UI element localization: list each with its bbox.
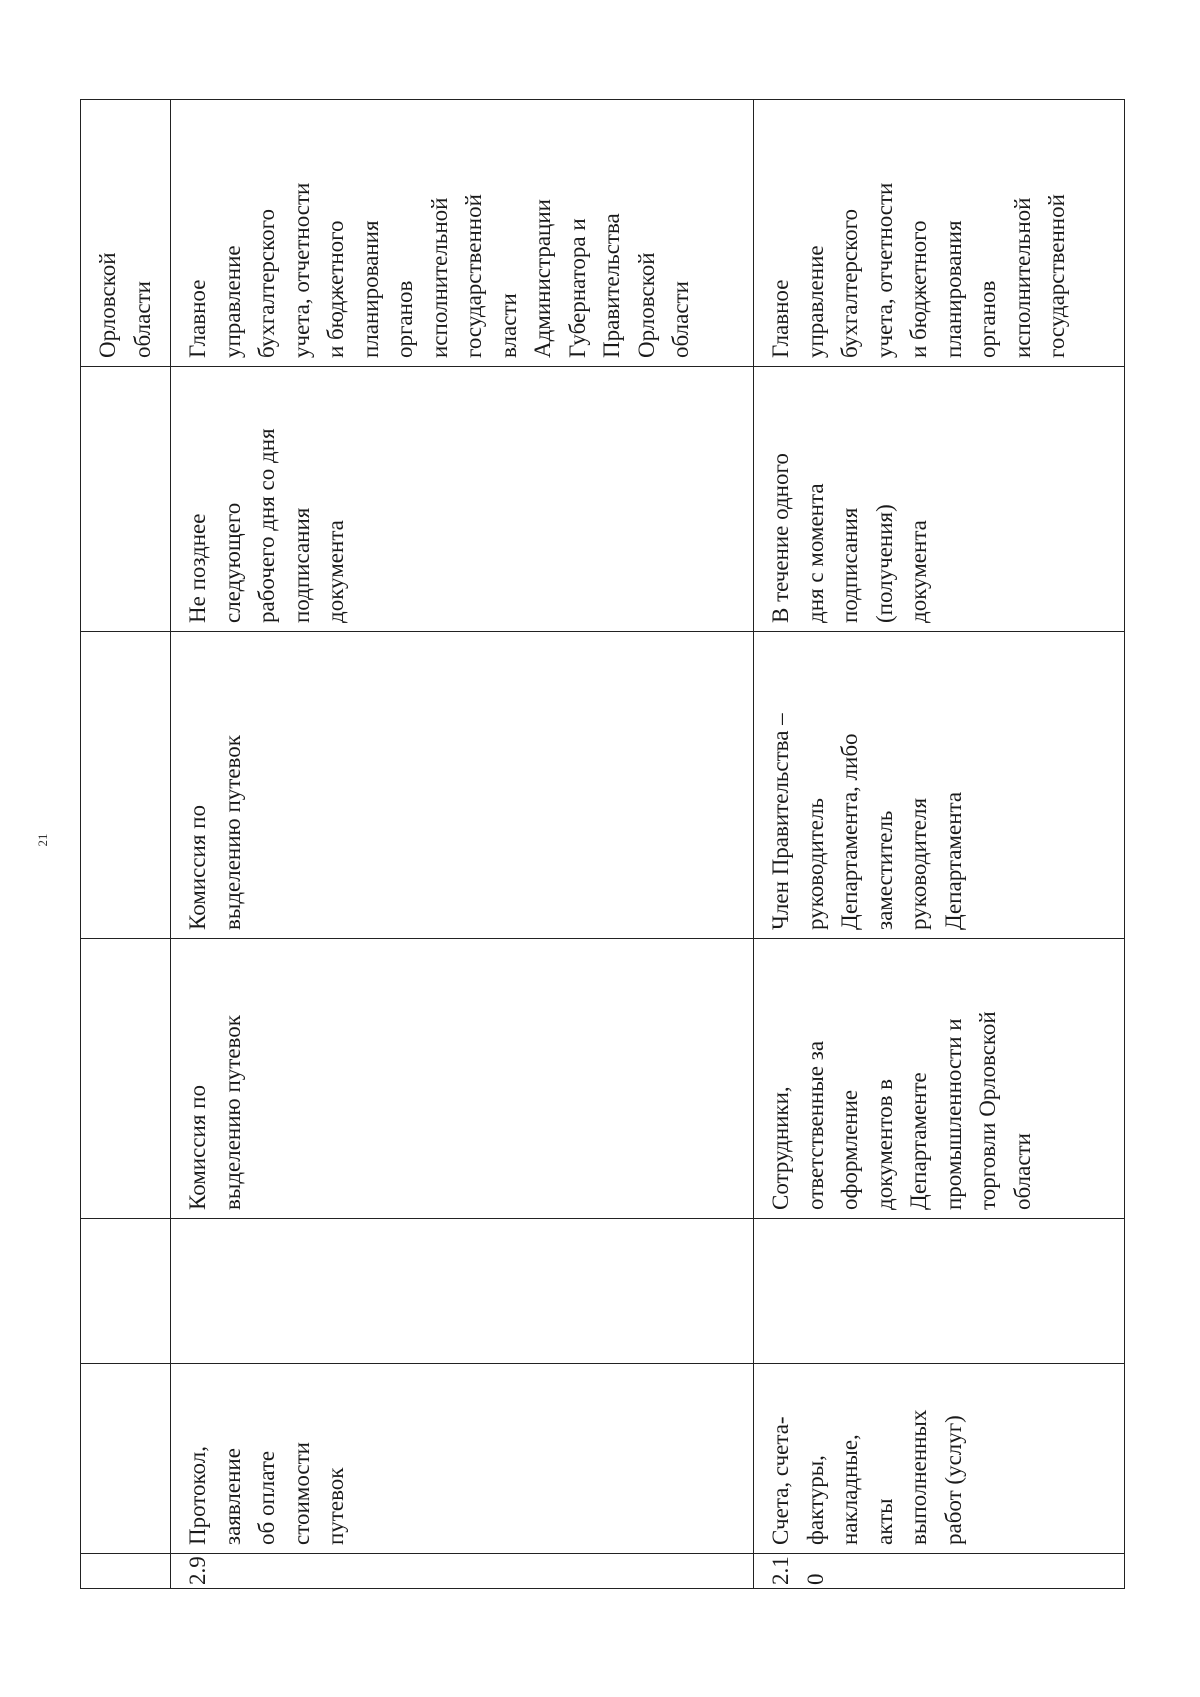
table-cell — [81, 632, 171, 939]
page-number: 21 — [35, 833, 50, 847]
document-table-area — [80, 100, 1124, 1589]
table-cell-prepared-by: Сотрудники, ответственные за оформление документов в Департаменте промышленности и торговли Орловской области — [754, 939, 1125, 1219]
table-cell-recipient: Главное управление бухгалтерского учета, отчетности и бюджетного планирования органов исполнительной государственной — [754, 100, 1125, 367]
table-cell-blank — [754, 1219, 1125, 1364]
table-cell — [81, 1364, 171, 1554]
table-row — [171, 100, 754, 1589]
table-cell-signed-by: Член Правительства – руководитель Департамента, либо заместитель руководителя Департамента — [754, 632, 1125, 939]
table-row — [81, 100, 171, 1589]
table-cell-number: 2.10 — [754, 1554, 1125, 1589]
table-cell-document: Протокол, заявление об оплате стоимости путевок — [171, 1364, 754, 1554]
table-cell — [81, 367, 171, 632]
table-row — [754, 100, 1125, 1589]
table-cell-recipient: Орловской области — [81, 100, 171, 367]
document-flow-table — [80, 99, 1125, 1589]
table-cell — [81, 1554, 171, 1589]
table-cell-blank — [171, 1219, 754, 1364]
table-cell — [81, 1219, 171, 1364]
rotated-table-container — [80, 100, 1124, 1589]
table-cell-signed-by: Комиссия по выделению путевок — [171, 632, 754, 939]
table-cell-recipient: Главное управление бухгалтерского учета, отчетности и бюджетного планирования органов исполнительной государственной власти Администрации Губернатора и Правительства Орловской области — [171, 100, 754, 367]
table-cell-prepared-by: Комиссия по выделению путевок — [171, 939, 754, 1219]
table-cell-number: 2.9 — [171, 1554, 754, 1589]
table-cell — [81, 939, 171, 1219]
table-cell-term: Не позднее следующего рабочего дня со дня подписания документа — [171, 367, 754, 632]
table-cell-term: В течение одного дня с момента подписания (получения) документа — [754, 367, 1125, 632]
table-cell-document: Счета, счета- фактуры, накладные, акты выполненных работ (услуг) — [754, 1364, 1125, 1554]
